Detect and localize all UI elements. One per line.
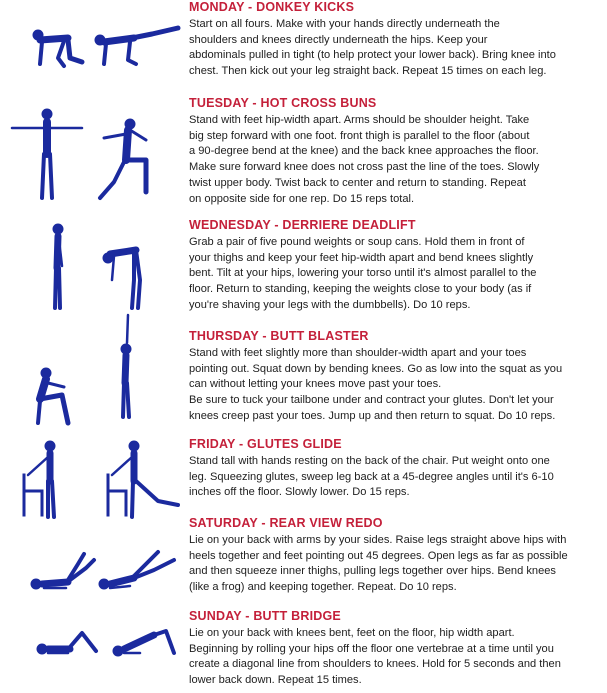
- description-line: twist upper body. Twist back to center and return to standing. Repeat: [189, 176, 526, 189]
- figures-saturday: [0, 516, 186, 596]
- figure-lying-knees-bent-icon: [34, 627, 104, 659]
- workout-thursday: [0, 329, 607, 433]
- description-line: abdominals pulled in tight (to help protect your lower back). Bring knee into: [189, 49, 556, 62]
- description-line: Lie on your back with arms by your sides. Raise legs straight above hips with: [189, 534, 567, 546]
- description-line: leg. Squeezing glutes, sweep leg back at a 45-degree angles until it's 6-10: [189, 470, 554, 483]
- figure-jump-icon: [114, 313, 140, 421]
- description-line: (like a frog) and keeping together. Repeat. Do 10 reps.: [189, 581, 457, 594]
- workout-monday: [0, 0, 607, 90]
- description-line: you're shaving your legs with the dumbbells). Do 10 reps.: [189, 298, 471, 311]
- figures-sunday: [0, 609, 186, 693]
- workout-title: SUNDAY - BUTT BRIDGE: [189, 609, 341, 623]
- figure-lunge-twist-icon: [96, 114, 184, 202]
- description-line: Stand with feet hip-width apart. Arms should be shoulder height. Take: [189, 114, 530, 126]
- description-line: bent. Tilt at your hips, lowering your torso until it's almost parallel to the: [189, 267, 537, 280]
- figures-monday: [0, 0, 186, 90]
- description-line: floor. Return to standing, keeping the weights close to your body (as if: [189, 283, 532, 296]
- description-line: and then squeeze inner thighs, pulling legs together over hips. Bend knees: [189, 565, 556, 578]
- description-line: knees creep past your toes. Jump up and then return to squat. Do 10 reps.: [189, 409, 556, 422]
- description-line: lower back down. Repeat 15 times.: [189, 674, 362, 687]
- description-line: can without letting your knees move past your toes.: [189, 378, 442, 391]
- workout-title: TUESDAY - HOT CROSS BUNS: [189, 96, 377, 110]
- figures-tuesday: [0, 96, 186, 216]
- workout-tuesday: [0, 96, 607, 216]
- workout-description: [189, 626, 603, 689]
- description-line: your thighs and keep your feet hip-width apart and bend knees slightly: [189, 251, 534, 264]
- workout-title: THURSDAY - BUTT BLASTER: [189, 329, 369, 343]
- figures-wednesday: [0, 218, 186, 316]
- workout-saturday: [0, 516, 607, 596]
- figure-squat-icon: [30, 365, 84, 427]
- figure-chair-stand-icon: [16, 439, 72, 519]
- description-line: shoulders and knees directly underneath the hips. Keep your: [189, 33, 488, 46]
- workout-wednesday: [0, 218, 607, 316]
- description-line: create a diagonal line from shoulders to knees. Hold for 5 seconds and then: [189, 658, 561, 671]
- description-line: Beginning by rolling your hips off the floor one vertebrae at a time until you: [189, 642, 554, 655]
- description-line: chest. Then kick out your leg straight back. Repeat 15 times on each leg.: [189, 65, 547, 78]
- description-line: Grab a pair of five pound weights or soup cans. Hold them in front of: [189, 236, 525, 248]
- workout-friday: [0, 437, 607, 517]
- description-line: Stand with feet slightly more than shoulder-width apart and your toes: [189, 347, 527, 359]
- description-line: Stand tall with hands resting on the back of the chair. Put weight onto one: [189, 455, 550, 467]
- description-line: heels together and feet pointing out 45 degrees. Open legs as far as possible: [189, 549, 568, 562]
- workout-description: [189, 235, 603, 314]
- workout-title: WEDNESDAY - DERRIERE DEADLIFT: [189, 218, 416, 232]
- figure-t-pose-icon: [8, 106, 86, 202]
- workout-sunday: [0, 609, 607, 693]
- description-line: a 90-degree bend at the knee) and the back knee approaches the floor.: [189, 145, 539, 158]
- figure-chair-leg-back-icon: [98, 439, 184, 519]
- figure-standing-side-icon: [46, 222, 70, 312]
- figure-bridge-icon: [110, 623, 184, 659]
- workout-description: [189, 346, 603, 425]
- description-line: Start on all fours. Make with your hands directly underneath the: [189, 18, 500, 30]
- description-line: Be sure to tuck your tailbone under and contract your glutes. Don't let your: [189, 394, 554, 407]
- workout-title: SATURDAY - REAR VIEW REDO: [189, 516, 383, 530]
- description-line: pointing out. Squat down by bending knees. Go as low into the squat as you: [189, 362, 563, 375]
- figure-all-fours-icon: [18, 22, 88, 72]
- figure-donkey-kick-icon: [92, 20, 184, 72]
- workout-description: [189, 113, 603, 207]
- figures-thursday: [0, 329, 186, 433]
- workout-title: FRIDAY - GLUTES GLIDE: [189, 437, 342, 451]
- workout-title: MONDAY - DONKEY KICKS: [189, 0, 355, 14]
- description-line: inches off the floor. Slowly lower. Do 15 reps.: [189, 486, 410, 499]
- description-line: on opposite side for one rep. Do 15 reps total.: [189, 192, 415, 205]
- description-line: Lie on your back with knees bent, feet on the floor, hip width apart.: [189, 627, 515, 639]
- workout-description: [189, 17, 603, 80]
- description-line: big step forward with one foot. front thigh is parallel to the floor (about: [189, 129, 530, 142]
- workout-description: [189, 454, 603, 501]
- workout-description: [189, 533, 603, 596]
- figure-bent-over-icon: [100, 240, 152, 312]
- description-line: Make sure forward knee does not cross past the line of the toes. Slowly: [189, 161, 540, 174]
- figure-lying-frog-legs-icon: [96, 542, 182, 594]
- figure-lying-legs-up-icon: [28, 550, 98, 594]
- figures-friday: [0, 437, 186, 517]
